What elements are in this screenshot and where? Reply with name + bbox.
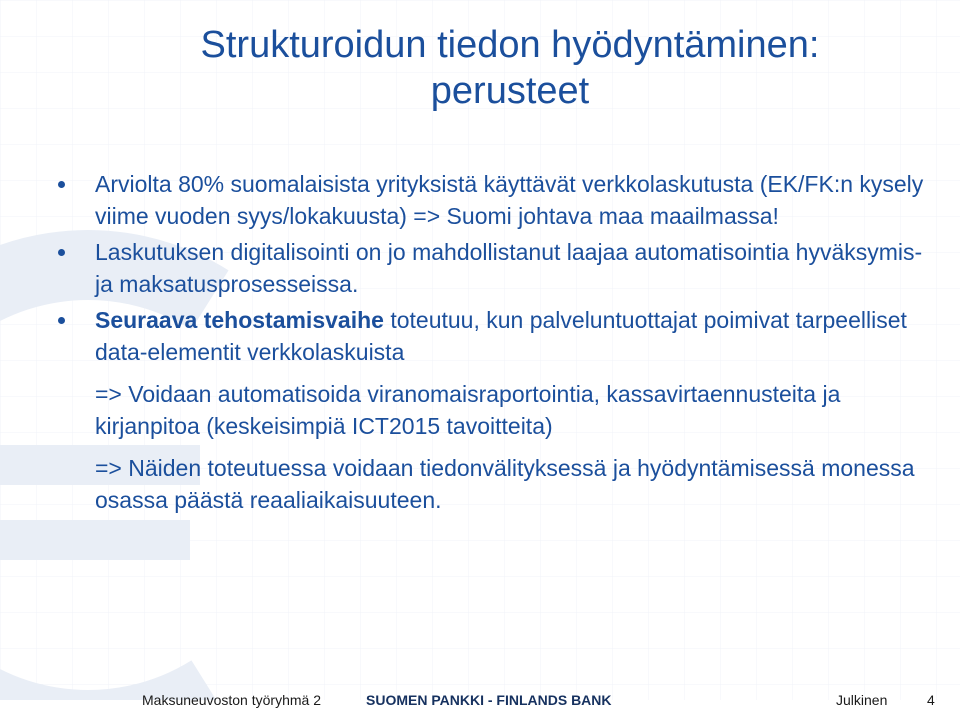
title-line-2: perusteet [430,70,590,113]
bullet-emphasis: Seuraava tehostamisvaihe [95,307,384,333]
page-number: 4 [927,692,935,708]
bullet-text: toteutuu, kun palveluntuottajat poimivat tarpeelliset data-elementit verkkolaskuista [95,307,907,365]
footer-group-label: Maksuneuvoston työryhmä 2 [142,692,321,708]
bullet-item [58,236,928,300]
footer [0,688,960,717]
bullet-list [58,168,928,520]
footer-classification: Julkinen [836,692,888,708]
title-line-1: Strukturoidun tiedon hyödyntäminen: [200,24,820,66]
footer-brand: SUOMEN PANKKI - FINLANDS BANK [366,692,612,708]
page-title [100,22,920,115]
bullet-dot-icon [58,249,65,256]
bullet-item [58,168,928,232]
bullet-item [58,304,928,516]
bullet-text: Arviolta 80% suomalaisista yrityksistä käyttävät verkkolaskutusta (EK/FK:n kysely viime vuoden syys/lokakuusta) => Suomi johtava maa maailmassa! [95,171,924,229]
bullet-subtext-2: => Näiden toteutuessa voidaan tiedonvälityksessä ja hyödyntämisessä monessa osassa päästä reaaliaikaisuuteen. [95,455,915,513]
bullet-text: Laskutuksen digitalisointi on jo mahdollistanut laajaa automatisointia hyväksymis- ja maksatusprosesseissa. [95,239,923,297]
bullet-subtext-1: => Voidaan automatisoida viranomaisraportointia, kassavirtaennusteita ja kirjanpitoa (keskeisimpiä ICT2015 tavoitteita) [95,381,841,439]
bullet-dot-icon [58,181,65,188]
bullet-dot-icon [58,317,65,324]
bullet-text-main [95,304,928,368]
